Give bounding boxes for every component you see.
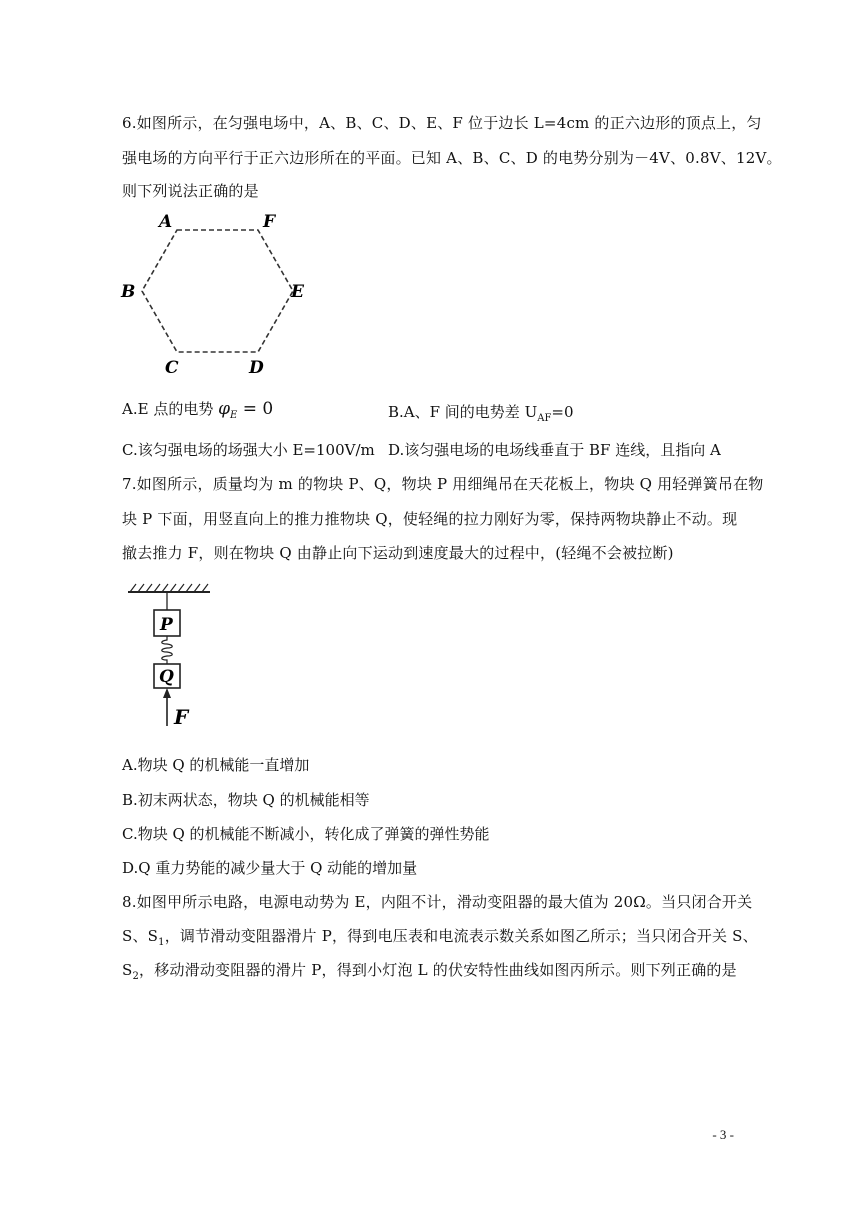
hex-label-e: E bbox=[291, 282, 304, 302]
spring-block-figure bbox=[120, 578, 220, 730]
q7-option-d: D.Q 重力势能的减少量大于 Q 动能的增加量 bbox=[122, 859, 418, 877]
q6-option-c: C.该匀强电场的场强大小 E=100V/m bbox=[122, 441, 375, 459]
block-q-label: Q bbox=[159, 667, 174, 687]
q7-stem-line1: 7.如图所示，质量均为 m 的物块 P、Q，物块 P 用细绳吊在天花板上，物块 Q 用轻弹簧吊在物 bbox=[122, 475, 764, 493]
hex-label-b: B bbox=[121, 282, 136, 302]
hex-label-f: F bbox=[263, 212, 276, 232]
q6-option-b: B.A、F 间的电势差 $U_{AF}=0$ bbox=[388, 403, 574, 424]
hex-label-c: C bbox=[165, 358, 179, 378]
q7-stem-line2: 块 P 下面，用竖直向上的推力推物块 Q，使轻绳的拉力刚好为零，保持两物块静止不动。现 bbox=[122, 510, 738, 528]
page-number: - 3 - bbox=[712, 1127, 734, 1142]
hexagon-figure bbox=[115, 205, 325, 380]
hex-label-a: A bbox=[159, 212, 173, 232]
q6-stem-line3: 则下列说法正确的是 bbox=[122, 182, 259, 200]
q7-option-b: B.初末两状态，物块 Q 的机械能相等 bbox=[122, 791, 370, 809]
q6-stem-line2: 强电场的方向平行于正六边形所在的平面。已知 A、B、C、D 的电势分别为－4V、0.8V、12V。 bbox=[122, 149, 782, 167]
hex-label-d: D bbox=[249, 358, 264, 378]
q7-stem-line3: 撤去推力 F，则在物块 Q 由静止向下运动到速度最大的过程中，(轻绳不会被拉断) bbox=[122, 544, 674, 562]
q7-option-c: C.物块 Q 的机械能不断减小，转化成了弹簧的弹性势能 bbox=[122, 825, 490, 843]
q8-stem-line2: S、$S_1$，调节滑动变阻器滑片 P，得到电压表和电流表示数关系如图乙所示；当只闭合开关 S、 bbox=[122, 927, 758, 948]
q6-stem-line1: 6.如图所示，在匀强电场中，A、B、C、D、E、F 位于边长 L=4cm 的正六边形的顶点上，匀 bbox=[122, 114, 762, 132]
q8-stem-line1: 8.如图甲所示电路，电源电动势为 E，内阻不计，滑动变阻器的最大值为 20Ω。当只闭合开关 bbox=[122, 893, 753, 911]
force-label: F bbox=[174, 705, 189, 729]
q6-option-d: D.该匀强电场的电场线垂直于 BF 连线，且指向 A bbox=[388, 441, 721, 459]
q8-stem-line3: $S_2$，移动滑动变阻器的滑片 P，得到小灯泡 L 的伏安特性曲线如图丙所示。则下列正确的是 bbox=[122, 961, 737, 982]
q7-option-a: A.物块 Q 的机械能一直增加 bbox=[122, 756, 310, 774]
block-p-label: P bbox=[160, 615, 173, 635]
q6-option-a: A.E 点的电势 $\varphi_E = 0$ bbox=[122, 399, 274, 421]
